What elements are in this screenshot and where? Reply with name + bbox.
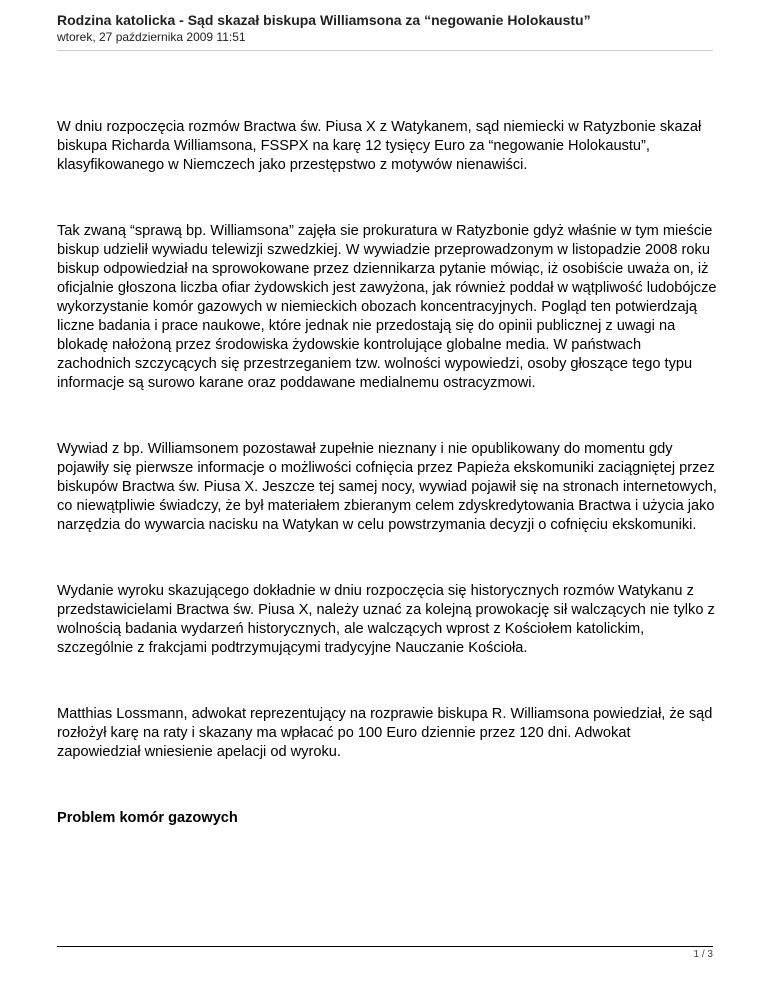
footer-divider bbox=[57, 946, 713, 947]
article-paragraph-2: Tak zwaną “sprawą bp. Williamsona” zajęła sie prokuratura w Ratyzbonie gdyż właśnie w tym mieście biskup udzielił wywiadu telewizji szwedzkiej. W wywiadzie przeprowadzonym w listopadzie 2008 roku biskup odpowiedział na sprowokowane przez dziennikarza pytanie mówiąc, iż osobiście uważa on, iż oficjalnie głoszona liczba ofiar żydowskich jest zawyżona, jak również poddał w wątpliwość ludobójcze wykorzystanie komór gazowych w niemieckich obozach koncentracyjnych. Pogląd ten potwierdzają liczne badania i prace naukowe, które jednak nie przedostają się do opinii publicznej z uwagi na blokadę nałożoną przez środowiska żydowskie kontrolujące globalne media. W państwach zachodnich szczycących się przestrzeganiem tzw. wolności wypowiedzi, osoby głoszące tego typu informacje są surowo karane oraz poddawane medialnemu ostracyzmowi. bbox=[57, 223, 717, 391]
article-paragraph-3: Wywiad z bp. Williamsonem pozostawał zupełnie nieznany i nie opublikowany do momentu gdy pojawiły się pierwsze informacje o możliwości cofnięcia przez Papieża ekskomuniki zaciągniętej przez biskupów Bractwa św. Piusa X. Jeszcze tej samej nocy, wywiad pojawił się na stronach internetowych, co niewątpliwie świadczy, że był materiałem zbieranym celem zdyskredytowania Bractwa i użycia jako narzędzia do wywarcia nacisku na Watykan w celu powstrzymania decyzji o cofnięciu ekskomuniki. bbox=[57, 441, 717, 533]
article-paragraph-4: Wydanie wyroku skazującego dokładnie w dniu rozpoczęcia się historycznych rozmów Watykanu z przedstawicielami Bractwa św. Piusa X, należy uznać za kolejną prowokację sił walczących nie tylko z wolnością badania wydarzeń historycznych, ale walczących wprost z Kościołem katolickim, szczególnie z frakcjami podtrzymującymi tradycyjne Nauczanie Kościoła. bbox=[57, 583, 715, 656]
article-body bbox=[57, 118, 717, 828]
section-heading: Problem komór gazowych bbox=[57, 810, 238, 826]
publication-date: wtorek, 27 października 2009 11:51 bbox=[57, 30, 246, 44]
header-divider bbox=[57, 50, 713, 51]
page-header bbox=[57, 12, 717, 45]
document-title: Rodzina katolicka - Sąd skazał biskupa Williamsona za “negowanie Holokaustu” bbox=[57, 12, 591, 28]
page-number: 1 / 3 bbox=[693, 949, 713, 960]
article-paragraph-1: W dniu rozpoczęcia rozmów Bractwa św. Piusa X z Watykanem, sąd niemiecki w Ratyzbonie skazał biskupa Richarda Williamsona, FSSPX na karę 12 tysięcy Euro za “negowanie Holokaustu”, klasyfikowanego w Niemczech jako przestępstwo z motywów nienawiści. bbox=[57, 119, 702, 173]
article-paragraph-5: Matthias Lossmann, adwokat reprezentujący na rozprawie biskupa R. Williamsona powiedział, że sąd rozłożył karę na raty i skazany ma wpłacać po 100 Euro dziennie przez 120 dni. Adwokat zapowiedział wniesienie apelacji od wyroku. bbox=[57, 706, 713, 760]
